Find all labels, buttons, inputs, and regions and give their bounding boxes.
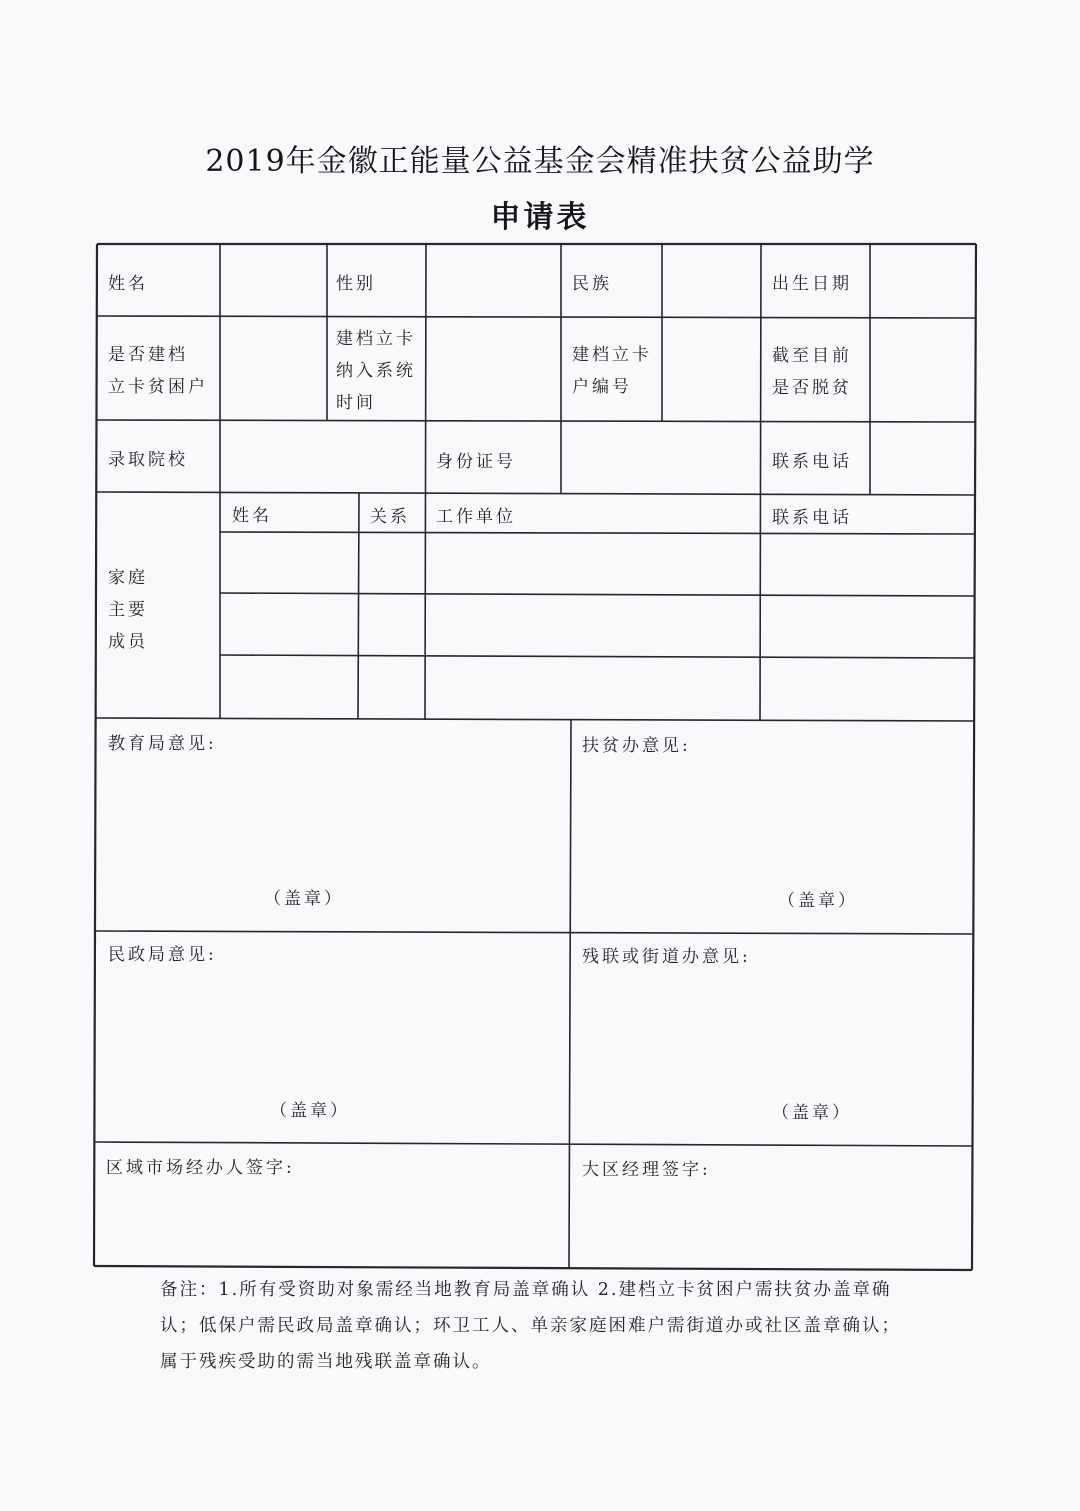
family-row-3-workplace[interactable] — [428, 659, 758, 716]
family-row-2-workplace[interactable] — [428, 597, 758, 654]
poverty-office-opinion-label: 扶贫办意见: — [582, 736, 691, 756]
phone-input[interactable] — [872, 423, 974, 491]
family-row-2-relation[interactable] — [361, 597, 424, 654]
family-row-1-relation[interactable] — [361, 535, 424, 592]
family-row-2-name[interactable] — [222, 597, 356, 654]
family-row-3-name[interactable] — [222, 659, 356, 716]
family-col-relation: 关系 — [370, 507, 410, 527]
family-row-2-phone[interactable] — [763, 597, 973, 654]
family-row-1-phone[interactable] — [763, 535, 973, 592]
regional-handler-signature-label: 区域市场经办人签字: — [106, 1158, 295, 1178]
education-bureau-opinion-label: 教育局意见: — [108, 734, 217, 754]
family-col-name: 姓名 — [232, 506, 272, 526]
poor-household-input[interactable] — [222, 319, 326, 419]
civil-affairs-seal: （盖章） — [270, 1101, 350, 1121]
school-input[interactable] — [222, 423, 424, 491]
id-number-label: 身份证号 — [436, 452, 516, 472]
regional-manager-signature-label: 大区经理签字: — [582, 1160, 711, 1180]
education-bureau-seal: （盖章） — [264, 889, 344, 909]
form-notes: 备注：1.所有受资助对象需经当地教育局盖章确认 2.建档立卡贫困户需扶贫办盖章确认；低保户需民政局盖章确认；环卫工人、单亲家庭困难户需街道办或社区盖章确认；属于残疾受助的需当地残联盖章确认。 — [160, 1280, 901, 1372]
poor-household-label: 是否建档 立卡贫困户 — [108, 345, 208, 397]
registered-time-input[interactable] — [428, 319, 560, 419]
form-title: 2019年金徽正能量公益基金会精准扶贫公益助学 — [205, 144, 875, 179]
out-of-poverty-input[interactable] — [872, 319, 974, 419]
family-row-3-relation[interactable] — [361, 659, 424, 716]
ethnicity-label: 民族 — [572, 274, 612, 294]
gender-input[interactable] — [428, 246, 560, 315]
birthdate-label: 出生日期 — [772, 274, 852, 294]
poverty-office-opinion-field[interactable] — [575, 762, 971, 882]
out-of-poverty-label: 截至目前 是否脱贫 — [772, 346, 852, 398]
education-bureau-opinion-field[interactable] — [100, 760, 566, 880]
regional-manager-signature-field[interactable] — [574, 1188, 968, 1264]
household-number-input[interactable] — [664, 319, 760, 419]
disabled-street-opinion-label: 残联或街道办意见: — [582, 947, 751, 967]
phone-label: 联系电话 — [772, 452, 852, 472]
ethnicity-input[interactable] — [664, 246, 760, 315]
form-subtitle: 申请表 — [490, 200, 590, 235]
poverty-office-seal: （盖章） — [778, 891, 858, 911]
civil-affairs-opinion-label: 民政局意见: — [108, 945, 217, 965]
id-number-input[interactable] — [563, 423, 759, 491]
disabled-street-opinion-field[interactable] — [575, 974, 971, 1092]
registered-time-label: 建档立卡 纳入系统 时间 — [336, 329, 416, 413]
family-row-1-workplace[interactable] — [428, 535, 758, 592]
family-row-3-phone[interactable] — [763, 659, 973, 716]
name-input[interactable] — [222, 246, 326, 315]
name-label: 姓名 — [108, 274, 148, 294]
regional-handler-signature-field[interactable] — [98, 1186, 564, 1262]
family-col-phone: 联系电话 — [772, 508, 852, 528]
household-number-label: 建档立卡 户编号 — [572, 345, 652, 397]
family-section-label: 家庭 主要 成员 — [108, 568, 148, 652]
school-label: 录取院校 — [108, 450, 188, 470]
family-col-workplace: 工作单位 — [436, 507, 516, 527]
disabled-street-seal: （盖章） — [772, 1103, 852, 1123]
family-row-1-name[interactable] — [222, 535, 356, 592]
gender-label: 性别 — [336, 274, 376, 294]
civil-affairs-opinion-field[interactable] — [100, 972, 566, 1090]
birthdate-input[interactable] — [872, 246, 974, 315]
